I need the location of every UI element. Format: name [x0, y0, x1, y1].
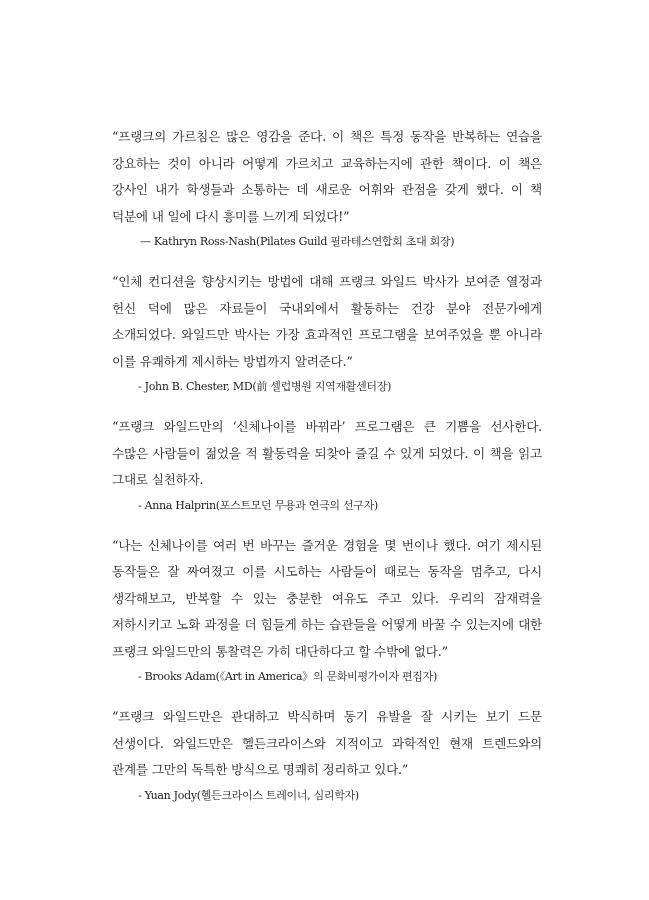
- quote-text: “인체 컨디션을 향상시키는 방법에 대해 프랭크 와일드 박사가 보여준 열정과 헌신 덕에 많은 자료들이 국내외에서 활동하는 건강 분야 전문가에게 소개되었다. 와일드만 박사는 가장 효과적인 프로그램을 보여주었을 뿐 아니라 이를 유쾌하게 제시하는 방법까지 알려준다.”: [112, 274, 542, 369]
- quote-attribution: - Yuan Jody(헬든크라이스 트레이너, 심리학자): [138, 788, 359, 802]
- quote-attribution: - Brooks Adam(《Art in America》의 문화비평가이자 편집자): [138, 670, 437, 683]
- quote-text: “나는 신체나이를 여러 번 바꾸는 즐거운 경험을 몇 번이나 했다. 여기 제시된 동작들은 잘 짜여졌고 이를 시도하는 사람들이 때로는 동작을 멈추고, 다시 생각해보고, 반복할 수 있는 충분한 여유도 주고 있다. 우리의 잠재력을 저하시키고 노화 과정을 더 힘들게 하는 습관들을 어떻게 바꿀 수 있는지에 대한 프랭크 와일드만의 통찰력은 가히 대단하다고 할 수밖에 없다.”: [112, 537, 542, 659]
- quote-text: “프랭크 와일드만은 관대하고 박식하며 동기 유발을 잘 시키는 보기 드문 선생이다. 와일드만은 헬든크라이스와 지적이고 과학적인 현재 트렌드와의 관계를 그만의 독특한 방식으로 명쾌히 정리하고 있다.”: [112, 709, 542, 777]
- endorsement-quote: [112, 533, 542, 687]
- quote-attribution: - John B. Chester, MD(前 셀럽병원 지역재활센터장): [138, 380, 392, 393]
- endorsements: [112, 124, 542, 823]
- quote-text: “프랭크의 가르침은 많은 영감을 준다. 이 책은 특정 동작을 반복하는 연습을 강요하는 것이 아니라 어떻게 가르치고 교육하는지에 관한 책이다. 이 책은 강사인 내가 학생들과 소통하는 데 새로운 어휘와 관점을 갖게 했다. 이 책 덕분에 내 일에 다시 흥미를 느끼게 되었다!”: [112, 129, 542, 224]
- endorsement-quote: [112, 124, 542, 251]
- quote-attribution: - Anna Halprin(포스트모던 무용과 연극의 선구자): [138, 498, 378, 512]
- endorsement-quote: [112, 269, 542, 396]
- quote-attribution: — Kathryn Ross-Nash(Pilates Guild 필라테스연합회 초대 회장): [140, 235, 455, 248]
- endorsement-quote: [112, 704, 542, 805]
- quote-text: “프랭크 와일드만의 ‘신체나이를 바꿔라’ 프로그램은 큰 기쁨을 선사한다. 수많은 사람들이 젊었을 적 활동력을 되찾아 즐길 수 있게 되었다. 이 책을 읽고 그대로 실천하자.: [112, 419, 542, 487]
- endorsement-quote: [112, 414, 542, 515]
